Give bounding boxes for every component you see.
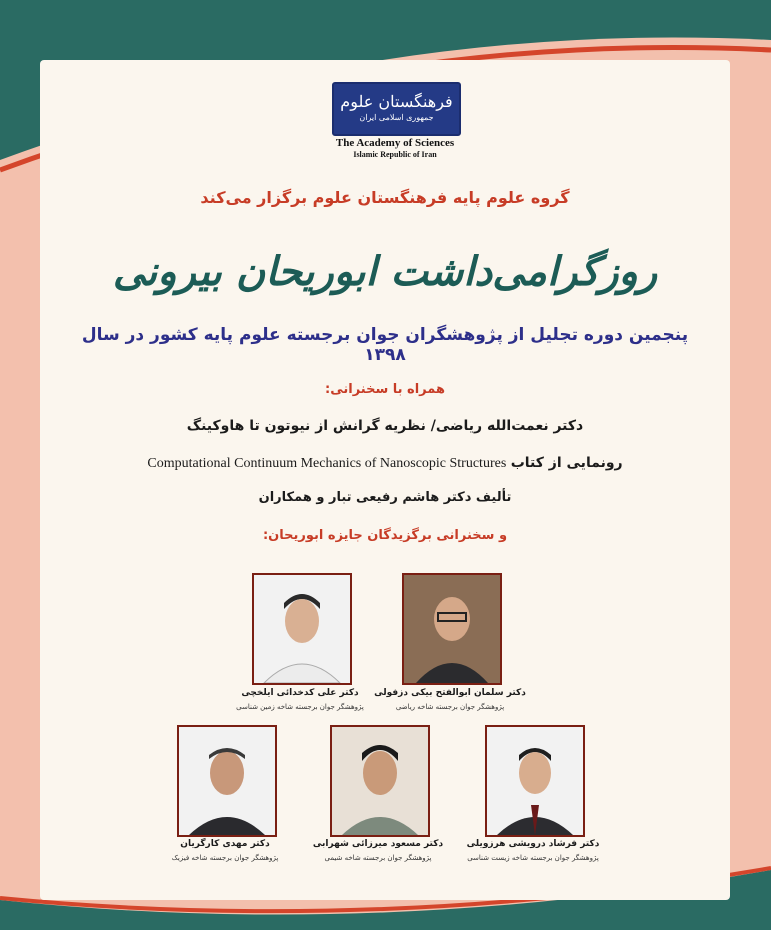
logo-en-name: The Academy of Sciences (335, 137, 455, 149)
person-photo-5 (177, 725, 277, 837)
person-photo-3 (485, 725, 585, 837)
person-role-2: پژوهشگر جوان برجسته شاخه زمین شناسی (236, 703, 364, 711)
person-name-4: دکتر مسعود میرزائی شهرابی (312, 839, 444, 849)
organizer-line: گروه علوم پایه فرهنگستان علوم برگزار می‌کند (200, 188, 570, 207)
logo-fa-sub: جمهوری اسلامی ایران (359, 113, 434, 122)
person-role-4: پژوهشگر جوان برجسته شاخه شیمی (324, 854, 432, 862)
person-name-5: دکتر مهدی کارگریان (180, 839, 270, 849)
main-title: روزگرامی‌داشت ابوریحان بیرونی (112, 248, 658, 295)
person-role-3: پژوهشگر جوان برجسته شاخه زیست شناسی (467, 854, 599, 862)
person-photo-1 (402, 573, 502, 685)
person-name-1: دکتر سلمان ابوالفتح بیکی دزفولی (374, 688, 526, 698)
person-role-1: پژوهشگر جوان برجسته شاخه ریاضی (395, 703, 505, 711)
logo-emblem (332, 82, 461, 136)
winners-heading: و سخنرانی برگزیدگان جایزه ابوریحان: (262, 528, 508, 543)
book-title: Computational Continuum Mechanics of Nanoscopic Structures (147, 456, 507, 471)
author-line: تألیف دکتر هاشم رفیعی تبار و همکاران (258, 490, 512, 505)
talk-line: دکتر نعمت‌الله ریاضی/ نظریه گرانش از نیوتون تا هاوکینگ (186, 418, 584, 434)
person-photo-4 (330, 725, 430, 837)
person-photo-2 (252, 573, 352, 685)
event-line: پنجمین دوره تجلیل از پژوهشگران جوان برجسته علوم پایه کشور در سال ۱۳۹۸ (81, 325, 689, 365)
book-prefix: رونمایی از کتاب (510, 455, 623, 471)
speakers-heading: همراه با سخنرانی: (325, 382, 445, 397)
book-line (60, 455, 710, 472)
academy-logo (320, 82, 470, 160)
person-name-3: دکتر فرشاد درویشی هرزویلی (466, 839, 600, 849)
person-role-5: پژوهشگر جوان برجسته شاخه فیزیک (171, 854, 279, 862)
logo-fa-name: فرهنگستان علوم (340, 92, 453, 111)
logo-en-sub: Islamic Republic of Iran (353, 150, 437, 159)
person-name-2: دکتر علی کدخدائی ایلخچی (241, 688, 359, 698)
